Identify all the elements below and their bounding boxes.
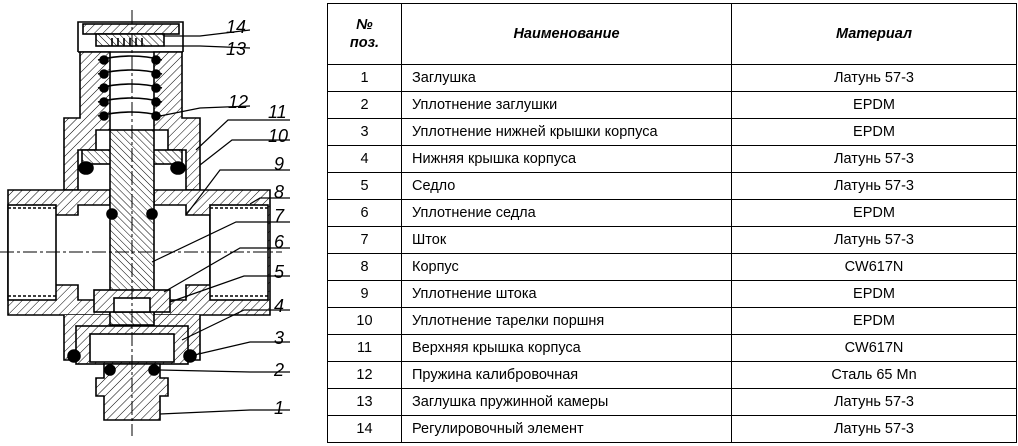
cell-name: Шток xyxy=(402,227,732,254)
cell-name: Уплотнение тарелки поршня xyxy=(402,308,732,335)
table-row xyxy=(328,227,1017,254)
callout-14: 14 xyxy=(226,17,247,37)
table-row xyxy=(328,119,1017,146)
callout-8: 8 xyxy=(274,182,285,202)
table-row xyxy=(328,389,1017,416)
cell-material: CW617N xyxy=(732,254,1017,281)
table-row xyxy=(328,308,1017,335)
callout-12: 12 xyxy=(228,92,249,112)
valve-cross-section-drawing xyxy=(0,0,325,446)
cell-name: Уплотнение седла xyxy=(402,200,732,227)
table-row xyxy=(328,200,1017,227)
cell-position: 13 xyxy=(328,389,402,416)
cell-position: 7 xyxy=(328,227,402,254)
cell-material: Латунь 57-3 xyxy=(732,227,1017,254)
cell-position: 14 xyxy=(328,416,402,443)
cell-material: EPDM xyxy=(732,200,1017,227)
callout-5: 5 xyxy=(274,262,285,282)
cell-material: Латунь 57-3 xyxy=(732,146,1017,173)
spring-chamber-plug-part xyxy=(96,34,164,46)
header-material: Материал xyxy=(732,4,1017,65)
table-row xyxy=(328,416,1017,443)
cell-material: Латунь 57-3 xyxy=(732,416,1017,443)
cell-name: Заглушка пружинной камеры xyxy=(402,389,732,416)
callout-2: 2 xyxy=(274,360,285,380)
callout-13: 13 xyxy=(226,39,247,59)
header-position: № поз. xyxy=(328,4,402,65)
cell-position: 9 xyxy=(328,281,402,308)
table-row xyxy=(328,335,1017,362)
cell-material: CW617N xyxy=(732,335,1017,362)
table-row xyxy=(328,92,1017,119)
table-header-row xyxy=(328,4,1017,65)
cell-name: Уплотнение нижней крышки корпуса xyxy=(402,119,732,146)
cell-position: 1 xyxy=(328,65,402,92)
cell-position: 11 xyxy=(328,335,402,362)
callout-6: 6 xyxy=(274,232,285,252)
cell-material: EPDM xyxy=(732,92,1017,119)
cell-position: 5 xyxy=(328,173,402,200)
callout-4: 4 xyxy=(274,296,285,316)
cell-material: EPDM xyxy=(732,119,1017,146)
cell-position: 6 xyxy=(328,200,402,227)
table-row xyxy=(328,65,1017,92)
cell-material: Латунь 57-3 xyxy=(732,173,1017,200)
callout-10: 10 xyxy=(268,126,289,146)
table-row xyxy=(328,146,1017,173)
cell-position: 10 xyxy=(328,308,402,335)
cell-position: 3 xyxy=(328,119,402,146)
cell-position: 4 xyxy=(328,146,402,173)
cell-position: 8 xyxy=(328,254,402,281)
cell-name: Нижняя крышка корпуса xyxy=(402,146,732,173)
cell-position: 12 xyxy=(328,362,402,389)
header-name: Наименование xyxy=(402,4,732,65)
callout-9: 9 xyxy=(274,154,285,174)
cell-name: Уплотнение заглушки xyxy=(402,92,732,119)
table-row xyxy=(328,254,1017,281)
cell-material: Сталь 65 Mn xyxy=(732,362,1017,389)
table-row xyxy=(328,281,1017,308)
cell-name: Корпус xyxy=(402,254,732,281)
callout-11: 11 xyxy=(268,102,287,122)
cell-material: Латунь 57-3 xyxy=(732,65,1017,92)
cell-name: Уплотнение штока xyxy=(402,281,732,308)
cell-name: Заглушка xyxy=(402,65,732,92)
table-row xyxy=(328,173,1017,200)
table-row xyxy=(328,362,1017,389)
callout-1: 1 xyxy=(274,398,285,418)
cell-name: Верхняя крышка корпуса xyxy=(402,335,732,362)
cell-name: Регулировочный элемент xyxy=(402,416,732,443)
parts-specification-table xyxy=(327,3,1017,443)
cell-material: EPDM xyxy=(732,281,1017,308)
callout-7: 7 xyxy=(274,206,285,226)
cell-material: EPDM xyxy=(732,308,1017,335)
callout-3: 3 xyxy=(274,328,285,348)
cell-material: Латунь 57-3 xyxy=(732,389,1017,416)
cell-name: Седло xyxy=(402,173,732,200)
cell-name: Пружина калибровочная xyxy=(402,362,732,389)
cell-position: 2 xyxy=(328,92,402,119)
